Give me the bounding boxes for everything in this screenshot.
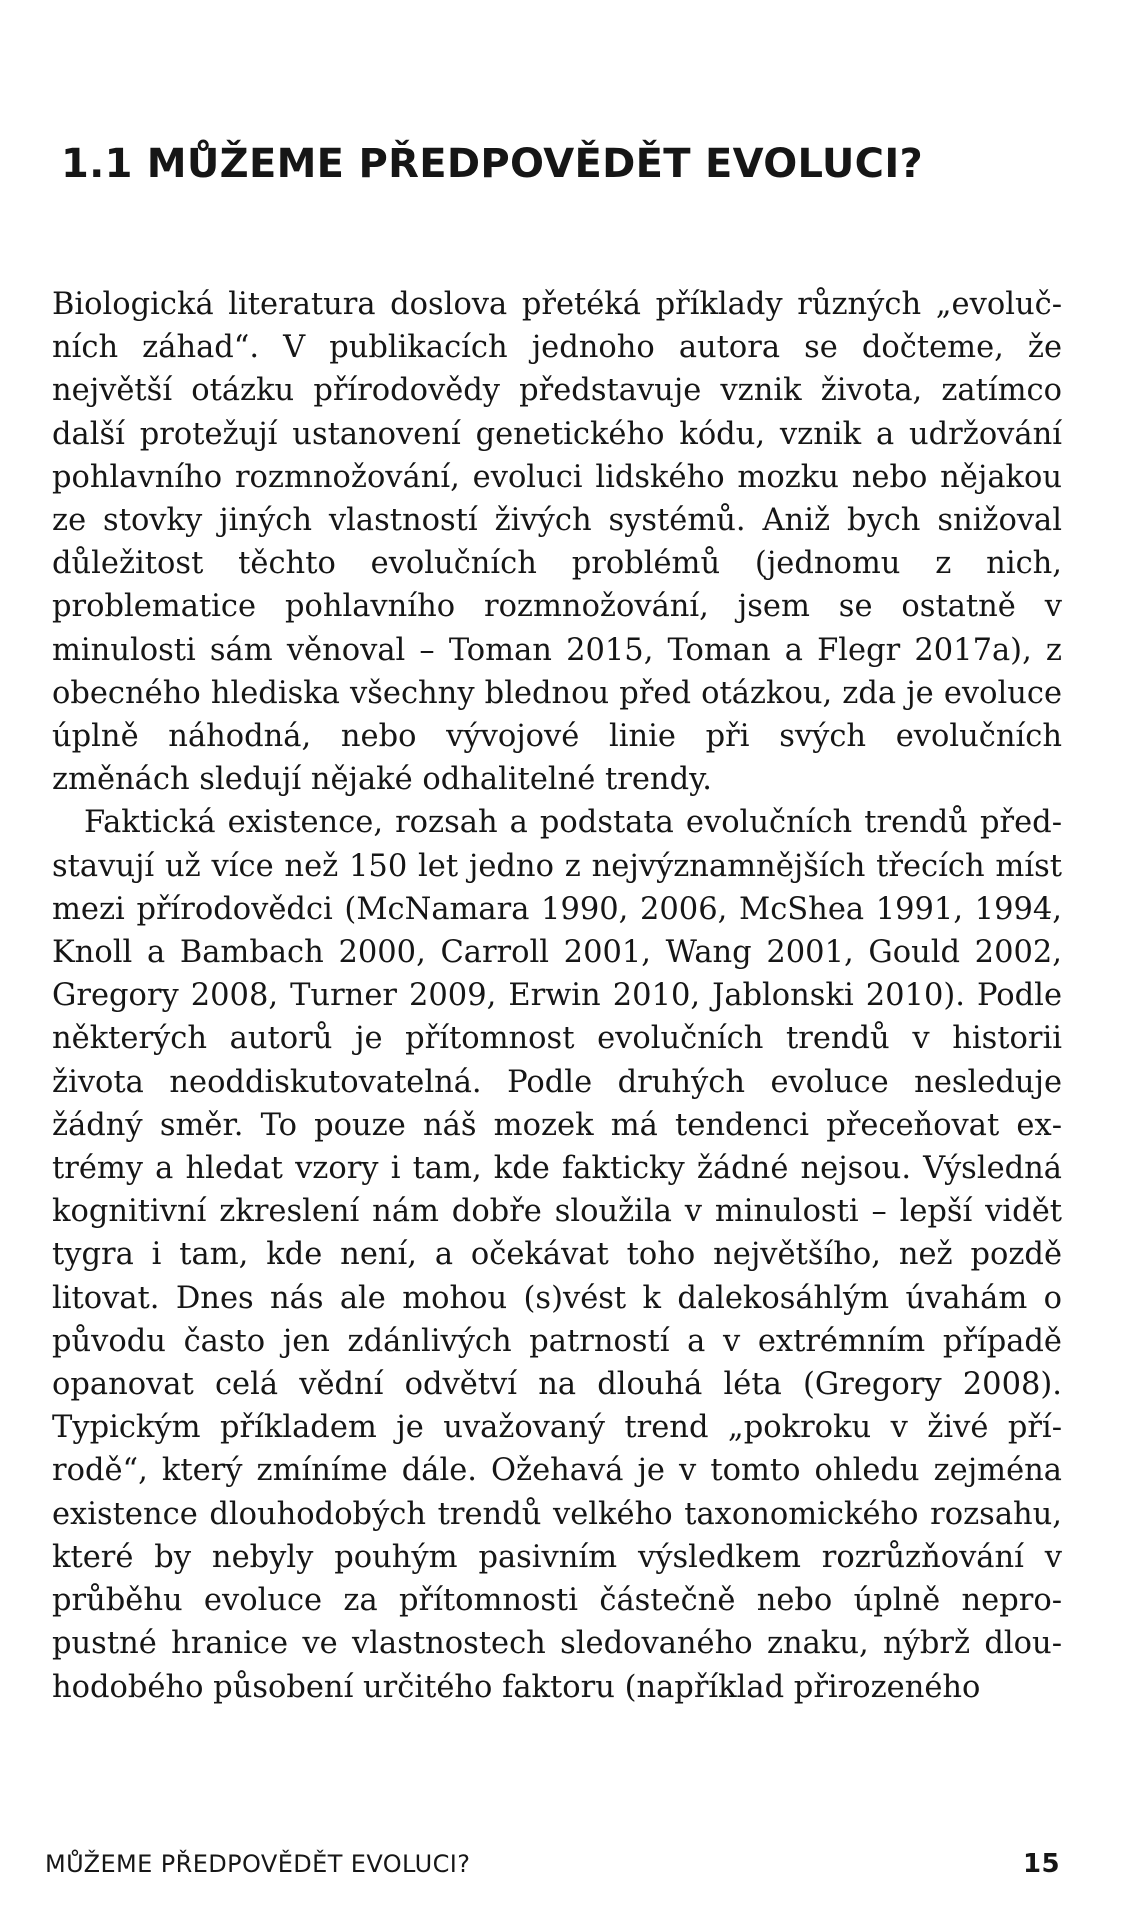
page-number: 15	[1023, 1849, 1060, 1879]
running-title: MŮŽEME PŘEDPOVĚDĚT EVOLUCI?	[45, 1850, 471, 1878]
paragraph-1: Biologická literatura doslova přetéká příklady různých „evolučních záhad“. V publikacích jednoho autora se dočteme, že největší otázku přírodovědy představuje vznik života, zatímco další protežují ustanovení genetického kódu, vznik a udržování pohlavního rozmnožování, evoluci lidského mozku nebo nějakou ze stovky jiných vlastností živých systémů. Aniž bych snižoval důležitost těchto evolučních problémů (jednomu z nich, problematice pohlavního rozmnožování, jsem se ostatně v minulosti sám věnoval – Toman 2015, Toman a Flegr 2017a), z obecného hlediska všechny blednou před otázkou, zda je evoluce úplně náhodná, nebo vývojové linie při svých evolučních změnách sledují nějaké odhalitelné trendy.	[52, 287, 1062, 798]
section-title: MŮŽEME PŘEDPOVĚDĚT EVOLUCI?	[146, 141, 924, 187]
paragraph-2: Faktická existence, rozsah a podstata evolučních trendů představují už více než 150 let jedno z nejvýznamnějších třecích míst mezi přírodovědci (McNamara 1990, 2006, McShea 1991, 1994, Knoll a Bambach 2000, Carroll 2001, Wang 2001, Gould 2002, Gregory 2008, Turner 2009, Erwin 2010, Jablonski 2010). Podle některých autorů je přítomnost evolučních trendů v historii života neoddiskutovatelná. Podle druhých evoluce nesleduje žádný směr. To pouze náš mozek má tendenci přeceňovat extrémy a hledat vzory i tam, kde fakticky žádné nejsou. Výsledná kognitivní zkreslení nám dobře sloužila v minulosti – lepší vidět tygra i tam, kde není, a očekávat toho největšího, než pozdě litovat. Dnes nás ale mohou (s)vést k dalekosáhlým úvahám o původu často jen zdánlivých patrností a v extrémním případě opanovat celá vědní odvětví na dlouhá léta (Gregory 2008). Typickým příkladem je uvažovaný trend „pokroku v živé přírodě“, který zmíníme dále. Ožehavá je v tomto ohledu zejména existence dlouhodobých trendů velkého taxonomického rozsahu, které by nebyly pouhým pasivním výsledkem rozrůzňování v průběhu evoluce za přítomnosti částečně nebo úplně nepropustné hranice ve vlastnostech sledovaného znaku, nýbrž dlouhodobého působení určitého faktoru (například přirozeného	[52, 805, 1062, 1705]
body-text	[52, 283, 1062, 1709]
page-footer	[45, 1844, 1060, 1884]
section-number: 1.1	[61, 141, 133, 187]
section-heading	[61, 141, 923, 187]
